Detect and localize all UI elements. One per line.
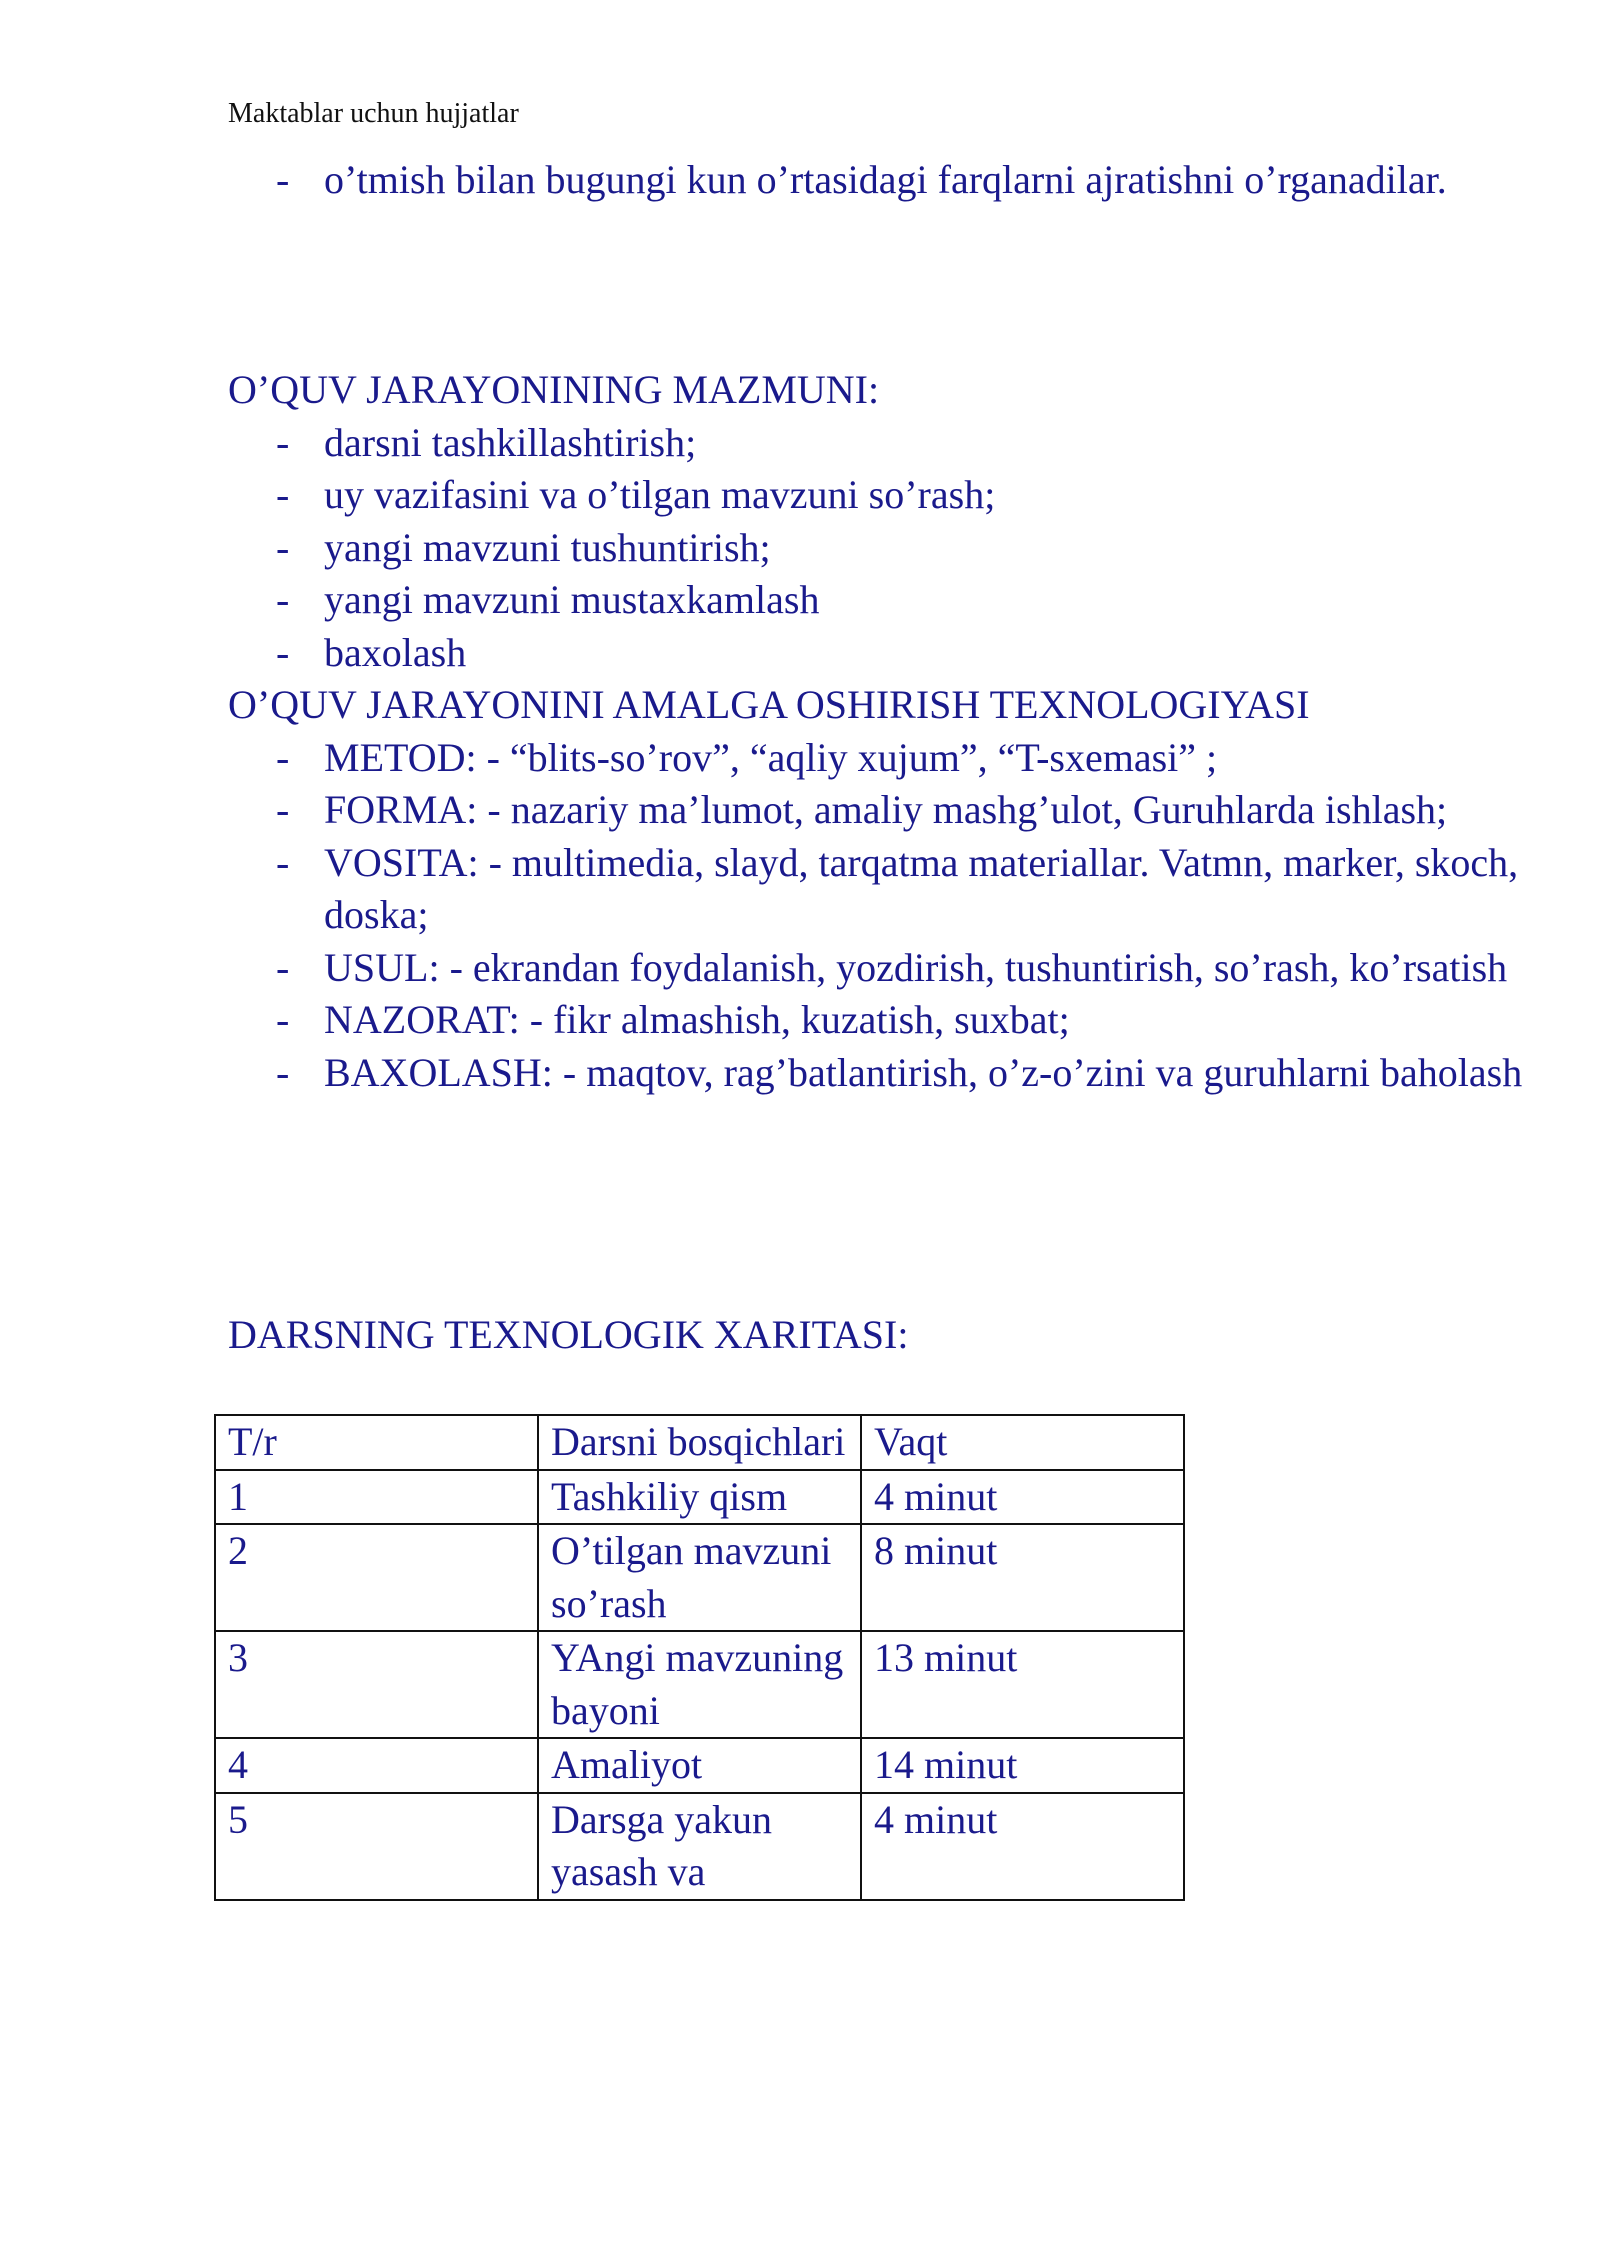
xarita-table [214,1414,1185,1901]
list-item [228,994,1528,1047]
dash-bullet: - [276,839,290,885]
list-item [228,154,1528,207]
column-header: T/r [215,1415,538,1470]
table-cell: 3 [215,1631,538,1738]
list-item-text: yangi mavzuni mustaxkamlash [324,577,820,622]
table-row [215,1470,1184,1525]
dash-bullet: - [276,1049,290,1095]
list-item [228,417,1528,470]
intro-list [228,154,1528,207]
list-item [228,627,1528,680]
list-item-text: USUL: - ekrandan foydalanish, yozdirish, tushuntirish, so’rash, ko’rsatish [324,944,1508,990]
page-header: Maktablar uchun hujjatlar [228,98,519,129]
list-item-text: METOD: - “blits-so’rov”, “aqliy xujum”, “T-sxemasi” ; [324,734,1218,780]
column-header: Darsni bosqichlari [538,1415,861,1470]
table-header-row [215,1415,1184,1470]
list-item-text: VOSITA: - multimedia, slayd, tarqatma materiallar. Vatmn, marker, skoch, doska; [324,839,1519,937]
dash-bullet: - [276,472,290,517]
list-item [228,784,1528,837]
dash-bullet: - [276,997,290,1042]
table-cell: 13 minut [861,1631,1184,1738]
dash-bullet: - [276,629,290,675]
list-item-text: NAZORAT: - fikr almashish, kuzatish, suxbat; [324,997,1070,1042]
table-cell: 2 [215,1524,538,1631]
table-row [215,1631,1184,1738]
texnologiya-section [228,679,1528,1099]
list-item-text: darsni tashkillashtirish; [324,419,697,465]
table-cell: Tashkiliy qism [538,1470,861,1525]
xarita-section [228,1309,1528,1362]
table-row [215,1793,1184,1900]
list-item-text: FORMA: - nazariy ma’lumot, amaliy mashg’ulot, Guruhlarda ishlash; [324,787,1448,832]
table-row [215,1524,1184,1631]
list-item-text: uy vazifasini va o’tilgan mavzuni so’rash; [324,472,996,517]
list-item-text: BAXOLASH: - maqtov, rag’batlantirish, o’z-o’zini va guruhlarni baholash [324,1049,1523,1095]
table-cell: 4 minut [861,1470,1184,1525]
list-item-text: yangi mavzuni tushuntirish; [324,524,771,570]
table-cell: 4 [215,1738,538,1793]
table-cell: 8 minut [861,1524,1184,1631]
table-cell: 14 minut [861,1738,1184,1793]
dash-bullet: - [276,524,290,570]
column-header: Vaqt [861,1415,1184,1470]
texnologiya-heading: O’QUV JARAYONINI AMALGA OSHIRISH TEXNOLOGIYASI [228,682,1310,727]
table-cell: YAngi mavzuning bayoni [538,1631,861,1738]
list-item [228,1047,1528,1100]
table-cell: 4 minut [861,1793,1184,1900]
list-item-text: baxolash [324,629,467,675]
list-item [228,574,1528,627]
dash-bullet: - [276,734,290,780]
dash-bullet: - [276,419,290,465]
table-cell: O’tilgan mavzuni so’rash [538,1524,861,1631]
list-item-text: o’tmish bilan bugungi kun o’rtasidagi farqlarni ajratishni o’rganadilar. [324,157,1447,202]
table-cell: Darsga yakun yasash va [538,1793,861,1900]
list-item [228,469,1528,522]
dash-bullet: - [276,944,290,990]
list-item [228,732,1528,785]
list-item [228,942,1528,995]
list-item [228,522,1528,575]
texnologiya-list [228,732,1528,1100]
table-cell: 5 [215,1793,538,1900]
dash-bullet: - [276,157,290,202]
mazmun-list [228,417,1528,680]
dash-bullet: - [276,577,290,622]
mazmun-heading: O’QUV JARAYONINING MAZMUNI: [228,367,880,412]
list-item [228,837,1528,942]
intro-section [228,154,1528,207]
table-row [215,1738,1184,1793]
dash-bullet: - [276,787,290,832]
mazmun-section [228,364,1528,679]
xarita-heading: DARSNING TEXNOLOGIK XARITASI: [228,1312,909,1357]
table-cell: 1 [215,1470,538,1525]
table-cell: Amaliyot [538,1738,861,1793]
